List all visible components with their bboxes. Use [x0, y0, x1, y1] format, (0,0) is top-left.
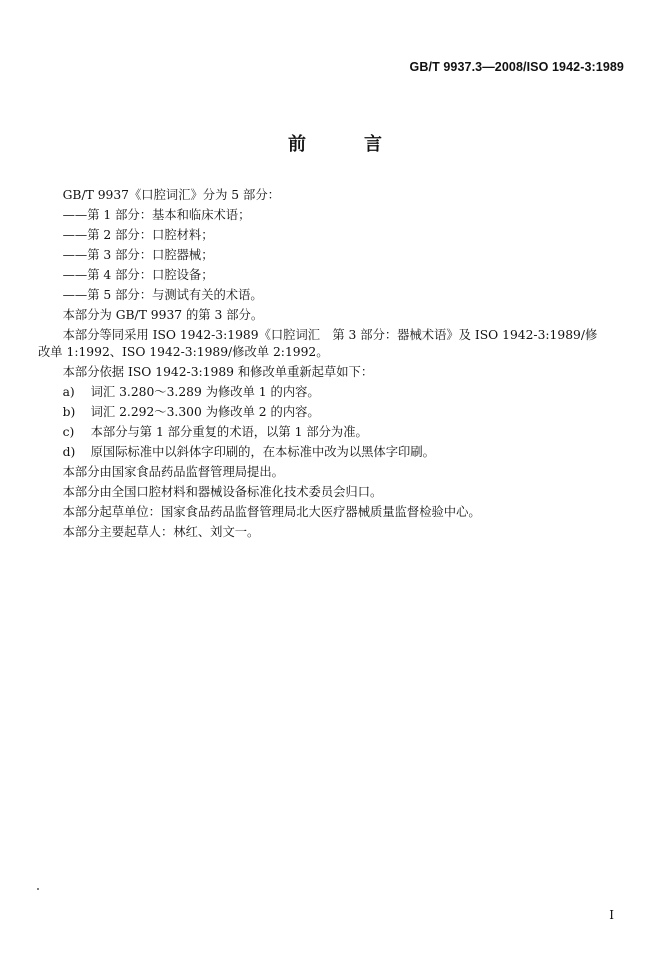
change-list-item — [38, 384, 598, 401]
list-marker: b) — [62, 405, 76, 420]
page-number: I — [609, 908, 614, 922]
list-marker: c) — [62, 425, 75, 440]
scan-speck — [37, 888, 39, 890]
equivalent-adoption-paragraph: 本部分等同采用 ISO 1942-3:1989《口腔词汇 第 3 部分：器械术语》及 ISO 1942-3:1989/修改单 1:1992、ISO 1942-3:1989/修改单 2:1992。 — [38, 328, 598, 360]
change-list-item — [38, 444, 598, 461]
part-list-item: ——第 4 部分：口腔设备； — [62, 268, 214, 282]
this-part-paragraph: 本部分为 GB/T 9937 的第 3 部分。 — [62, 308, 264, 322]
jurisdiction-paragraph: 本部分由全国口腔材料和器械设备标准化技术委员会归口。 — [62, 485, 383, 500]
intro-paragraph: GB/T 9937《口腔词汇》分为 5 部分： — [62, 188, 280, 202]
part-list-item: ——第 1 部分：基本和临床术语； — [62, 208, 251, 222]
list-item-text: 词汇 3.280～3.289 为修改单 1 的内容。 — [90, 385, 320, 400]
standard-code-header: GB/T 9937.3—2008/ISO 1942-3:1989 — [409, 60, 624, 74]
change-list-item — [38, 404, 598, 421]
foreword-body — [38, 187, 598, 544]
part-list-item: ——第 5 部分：与测试有关的术语。 — [62, 288, 263, 302]
list-marker: a) — [62, 385, 75, 400]
list-marker: d) — [62, 445, 76, 460]
part-list-item: ——第 3 部分：口腔器械； — [62, 248, 214, 262]
list-item-text: 本部分与第 1 部分重复的术语，以第 1 部分为准。 — [90, 425, 368, 440]
part-list-item: ——第 2 部分：口腔材料； — [62, 228, 214, 242]
change-list-item — [38, 424, 598, 441]
drafting-unit-paragraph: 本部分起草单位：国家食品药品监督管理局北大医疗器械质量监督检验中心。 — [62, 505, 481, 520]
page-title: 前 言 — [288, 134, 402, 155]
list-item-text: 词汇 2.292～3.300 为修改单 2 的内容。 — [90, 405, 320, 420]
drafters-paragraph: 本部分主要起草人：林红、刘文一。 — [62, 525, 260, 540]
redrafted-paragraph: 本部分依据 ISO 1942-3:1989 和修改单重新起草如下： — [62, 365, 374, 380]
list-item-text: 原国际标准中以斜体字印刷的，在本标准中改为以黑体字印刷。 — [90, 445, 435, 460]
proposed-by-paragraph: 本部分由国家食品药品监督管理局提出。 — [62, 465, 284, 480]
